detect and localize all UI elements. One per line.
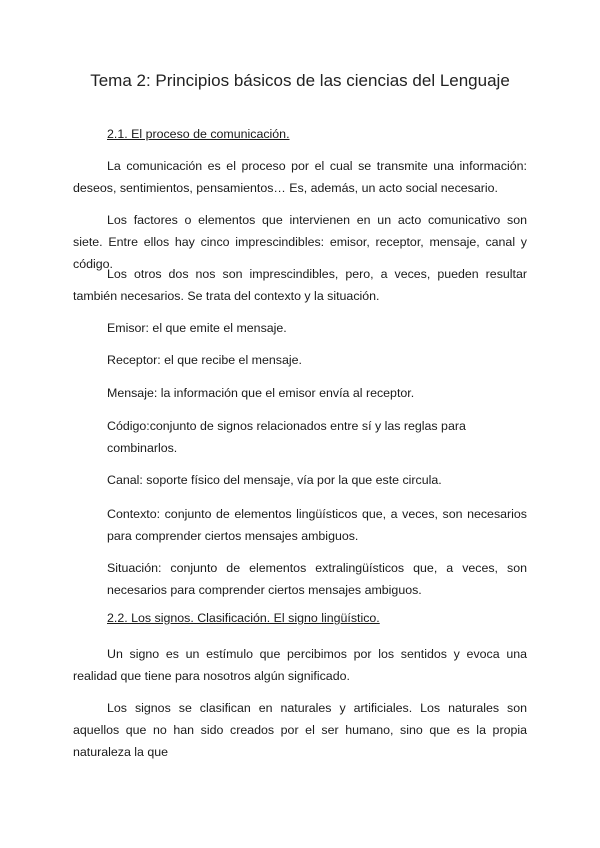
definition-contexto: Contexto: conjunto de elementos lingüísticos que, a veces, son necesarios para comprender ciertos mensajes ambiguos. [107,507,527,543]
definition-situacion: Situación: conjunto de elementos extralingüísticos que, a veces, son necesarios para comprender ciertos mensajes ambiguos. [107,561,527,597]
definition-canal: Canal: soporte físico del mensaje, vía por la que este circula. [107,473,442,487]
definition-mensaje: Mensaje: la información que el emisor envía al receptor. [107,386,415,400]
section-heading-communication: 2.1. El proceso de comunicación. [107,127,290,141]
paragraph-optional-factors: Los otros dos nos son imprescindibles, pero, a veces, pueden resultar también necesarios. Se trata del contexto y la situación. [73,267,527,303]
page-title: Tema 2: Principios básicos de las ciencias del Lenguaje [90,71,510,90]
definition-codigo: Código:conjunto de signos relacionados entre sí y las reglas para combinarlos. [107,419,466,455]
paragraph-communication-factors: Los factores o elementos que intervienen en un acto comunicativo son siete. Entre ellos hay cinco imprescindibles: emisor, receptor, mensaje, canal y código. [73,213,527,271]
paragraph-communication-definition: La comunicación es el proceso por el cual se transmite una información: deseos, sentimientos, pensamientos… Es, además, un acto social necesario. [73,159,527,195]
section-heading-signs: 2.2. Los signos. Clasificación. El signo lingüístico. [107,611,380,625]
paragraph-sign-definition: Un signo es un estímulo que percibimos por los sentidos y evoca una realidad que tiene para nosotros algún significado. [73,647,527,683]
definition-receptor: Receptor: el que recibe el mensaje. [107,353,302,367]
definition-emisor: Emisor: el que emite el mensaje. [107,321,287,335]
paragraph-sign-classification: Los signos se clasifican en naturales y artificiales. Los naturales son aquellos que no han sido creados por el ser humano, sino que es la propia naturaleza la que [73,701,527,759]
